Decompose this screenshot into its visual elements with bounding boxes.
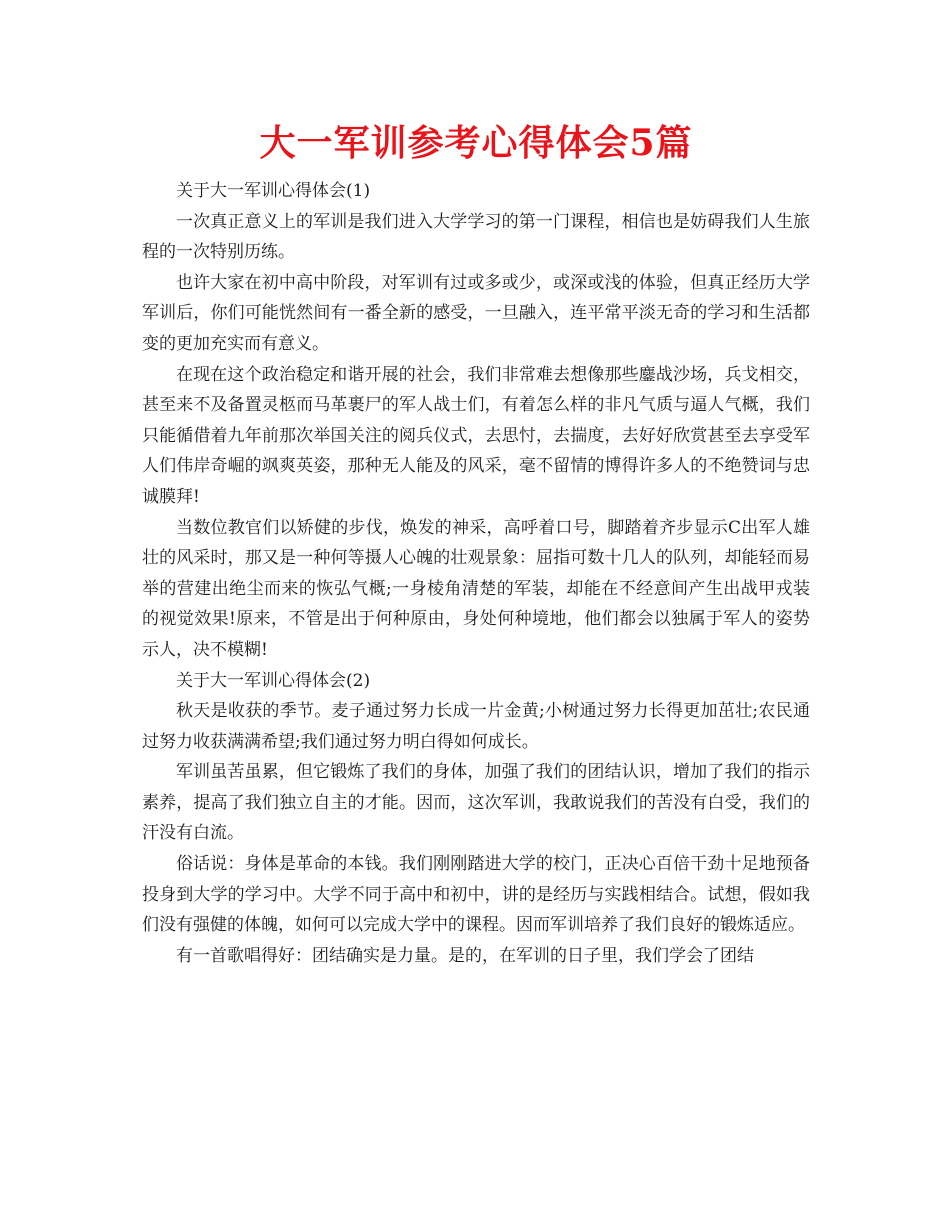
body-paragraph: 也许大家在初中高中阶段，对军训有过或多或少，或深或浅的体验，但真正经历大学军训后，你们可能恍然间有一番全新的感受，一旦融入，连平常平淡无奇的学习和生活都变的更加充实而有意义。 <box>142 272 810 354</box>
section-heading: 关于大一军训心得体会(1) <box>176 181 371 201</box>
body-paragraph: 俗话说：身体是革命的本钱。我们刚刚踏进大学的校门，正决心百倍干劲十足地预备投身到大学的学习中。大学不同于高中和初中，讲的是经历与实践相结合。试想，假如我们没有强健的体魄，如何可以完成大学中的课程。因而军训培养了我们良好的锻炼适应。 <box>142 854 810 936</box>
body-paragraph: 在现在这个政治稳定和谐开展的社会，我们非常难去想像那些鏖战沙场，兵戈相交，甚至来不及备置灵柩而马革裹尸的军人战士们，有着怎么样的非凡气质与逼人气概，我们只能循借着九年前那次举国关注的阅兵仪式，去思忖，去揣度，去好好欣赏甚至去享受军人们伟岸奇崛的飒爽英姿，那种无人能及的风采，毫不留情的博得许多人的不绝赞词与忠诚膜拜! <box>142 364 810 507</box>
body-paragraph: 军训虽苦虽累，但它锻炼了我们的身体，加强了我们的团结认识，增加了我们的指示素养，提高了我们独立自主的才能。因而，这次军训，我敢说我们的苦没有白受，我们的汗没有白流。 <box>142 762 810 844</box>
body-paragraph: 秋天是收获的季节。麦子通过努力长成一片金黄;小树通过努力长得更加茁壮;农民通过努力收获满满希望;我们通过努力明白得如何成长。 <box>142 701 810 752</box>
document-title: 大一军训参考心得体会5篇 <box>259 122 693 164</box>
section-heading: 关于大一军训心得体会(2) <box>176 670 371 691</box>
body-paragraph: 一次真正意义上的军训是我们进入大学学习的第一门课程，相信也是妨碍我们人生旅程的一次特别历练。 <box>142 211 810 263</box>
body-paragraph: 有一首歌唱得好：团结确实是力量。是的，在军训的日子里，我们学会了团结 <box>176 945 754 966</box>
body-paragraph: 当数位教官们以矫健的步伐，焕发的神采，高呼着口号，脚踏着齐步显示C出军人雄壮的风采时，那又是一种何等摄人心魄的壮观景象：屈指可数十几人的队列，却能轻而易举的营建出绝尘而来的恢弘气概;一身棱角清楚的军装，却能在不经意间产生出战甲戎装的视觉效果!原来，不管是出于何种原由，身处何种境地，他们都会以独属于军人的姿势示人，决不模糊! <box>142 517 810 660</box>
document-page <box>142 118 810 971</box>
